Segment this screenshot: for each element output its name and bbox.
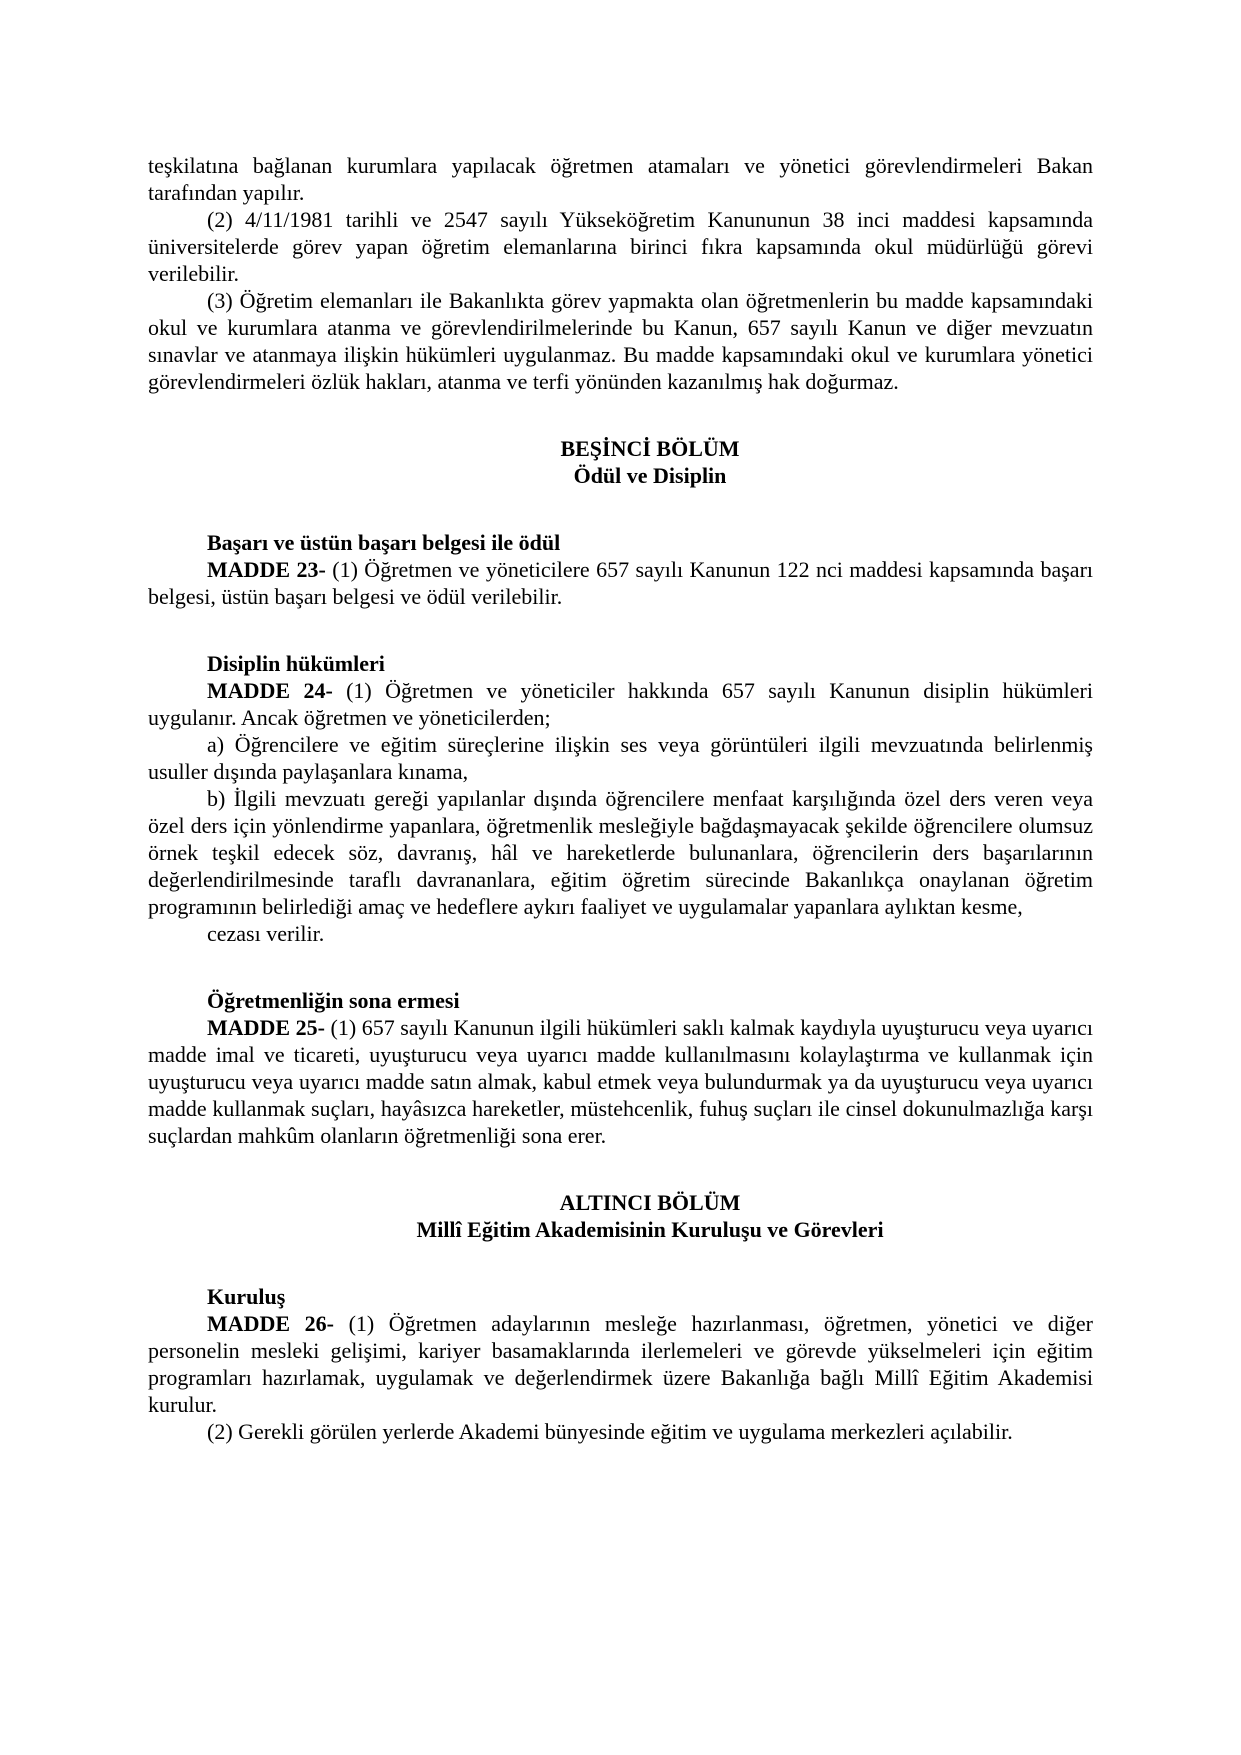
subheading-ogretmenligin-sona-ermesi: Öğretmenliğin sona ermesi xyxy=(207,988,460,1013)
section-heading-besinci-bolum xyxy=(148,435,1093,489)
paragraph-madde26 xyxy=(148,1310,1093,1418)
madde23-text: (1) Öğretmen ve yöneticilere 657 sayılı Kanunun 122 nci maddesi kapsamında başarı belgesi, üstün başarı belgesi ve ödül verilebilir. xyxy=(148,557,1094,609)
subheading-disiplin-hukumleri: Disiplin hükümleri xyxy=(207,651,385,676)
madde24-label: MADDE 24- xyxy=(207,678,333,703)
madde23-label: MADDE 23- xyxy=(207,557,326,582)
paragraph-madde22-fikra2: (2) 4/11/1981 tarihli ve 2547 sayılı Yükseköğretim Kanununun 38 inci maddesi kapsamında üniversitelerde görev yapan öğretim elemanlarına birinci fıkra kapsamında okul müdürlüğü görevi verilebilir. xyxy=(148,207,1093,286)
paragraph-madde24-bent-b: b) İlgili mevzuatı gereği yapılanlar dışında öğrencilere menfaat karşılığında özel ders veren veya özel ders için yönlendirme yapanlara, öğretmenlik mesleğiyle bağdaşmayacak şekilde öğrencilere olumsuz örnek teşkil edecek söz, davranış, hâl ve hareketlerde bulunanlara, öğrencilerin ders başarılarının değerlendirilmesinde taraflı davrananlara, eğitim öğretim sürecinde Bakanlıkça onaylanan öğretim programının belirlediği amaç ve hedeflere aykırı faaliyet ve uygulamalar yapanlara aylıktan kesme, xyxy=(148,786,1093,919)
madde24-text: (1) Öğretmen ve yöneticiler hakkında 657 sayılı Kanunun disiplin hükümleri uygulanır. Ancak öğretmen ve yöneticilerden; xyxy=(148,678,1093,730)
paragraph-teskilatina: teşkilatına bağlanan kurumlara yapılacak öğretmen atamaları ve yönetici görevlendirmeleri Bakan tarafından yapılır. xyxy=(148,153,1093,205)
section-heading-altinci-bolum xyxy=(148,1189,1093,1243)
madde26-label: MADDE 26- xyxy=(207,1311,334,1336)
subheading-kurulus: Kuruluş xyxy=(207,1284,286,1309)
paragraph-madde26-fikra2: (2) Gerekli görülen yerlerde Akademi bünyesinde eğitim ve uygulama merkezleri açılabilir. xyxy=(207,1419,1013,1444)
subheading-basari-odul: Başarı ve üstün başarı belgesi ile ödül xyxy=(207,530,561,555)
section-title: ALTINCI BÖLÜM xyxy=(559,1190,741,1215)
paragraph-madde24 xyxy=(148,677,1093,731)
section-title: BEŞİNCİ BÖLÜM xyxy=(560,436,740,461)
madde25-label: MADDE 25- xyxy=(207,1015,325,1040)
paragraph-madde22-fikra3: (3) Öğretim elemanları ile Bakanlıkta görev yapmakta olan öğretmenlerin bu madde kapsamındaki okul ve kurumlara atanma ve görevlendirilmelerinde bu Kanun, 657 sayılı Kanun ve diğer mevzuatın sınavlar ve atanmaya ilişkin hükümleri uygulanmaz. Bu madde kapsamındaki okul ve kurumlara yönetici görevlendirmeleri özlük hakları, atanma ve terfi yönünden kazanılmış hak doğurmaz. xyxy=(148,288,1093,394)
paragraph-madde25 xyxy=(148,1014,1093,1149)
madde25-text: (1) 657 sayılı Kanunun ilgili hükümleri saklı kalmak kaydıyla uyuşturucu veya uyarıcı madde imal ve ticareti, uyuşturucu veya uyarıcı madde kullanılmasını kolaylaştırma ve kullanmak için uyuşturucu veya uyarıcı madde satın almak, kabul etmek veya bulundurmak ya da uyuşturucu veya uyarıcı madde kullanmak suçları, hayâsızca hareketler, müstehcenlik, fuhuş suçları ile cinsel dokunulmazlığa karşı suçlardan mahkûm olanların öğretmenliği sona erer. xyxy=(148,1015,1094,1148)
paragraph-madde23 xyxy=(148,556,1093,610)
section-subtitle: Ödül ve Disiplin xyxy=(573,463,727,488)
paragraph-cezasi-verilir: cezası verilir. xyxy=(207,921,325,946)
madde26-text: (1) Öğretmen adaylarının mesleğe hazırlanması, öğretmen, yönetici ve diğer personelin mesleki gelişimi, kariyer basamaklarında ilerlemeleri ve görevde yükselmeleri için eğitim programları hazırlamak, uygulamak ve değerlendirmek üzere Bakanlığa bağlı Millî Eğitim Akademisi kurulur. xyxy=(148,1311,1094,1417)
paragraph-madde24-bent-a: a) Öğrencilere ve eğitim süreçlerine ilişkin ses veya görüntüleri ilgili mevzuatında belirlenmiş usuller dışında paylaşanlara kınama, xyxy=(148,732,1093,784)
section-subtitle: Millî Eğitim Akademisinin Kuruluşu ve Görevleri xyxy=(416,1217,884,1242)
